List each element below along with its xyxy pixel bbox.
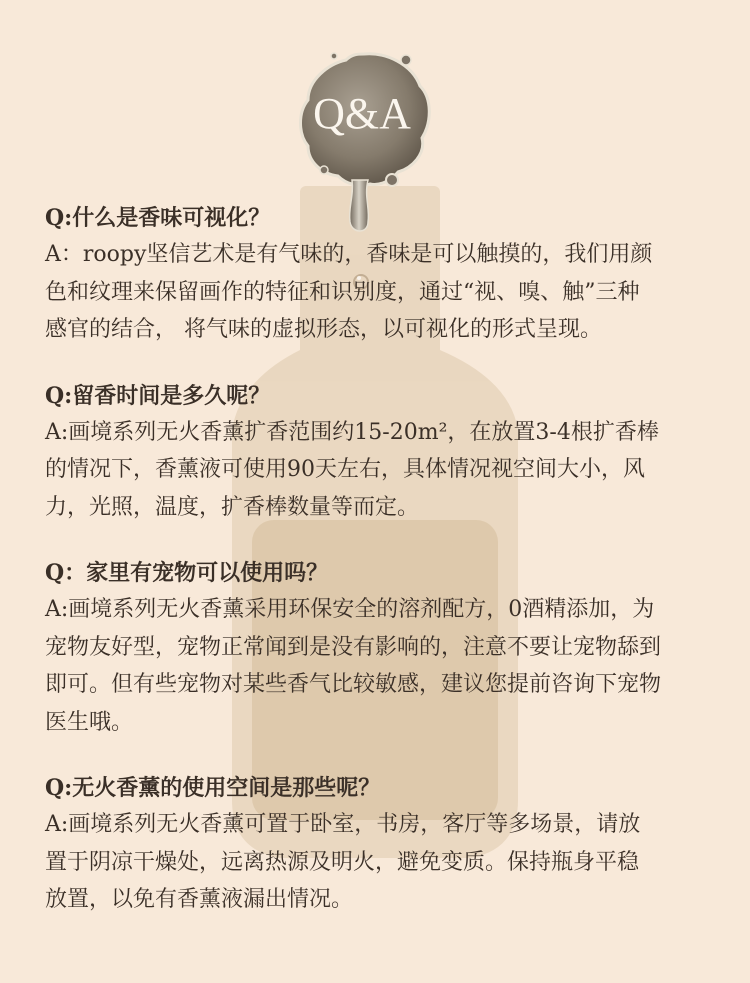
answer-line: A:画境系列无火香薰可置于卧室，书房，客厅等多场景，请放 bbox=[45, 812, 641, 837]
faq-answer bbox=[45, 591, 710, 741]
answer-line: 医生哦。 bbox=[45, 709, 134, 735]
answer-line: 置于阴凉干燥处，远离热源及明火，避免变质。保持瓶身平稳 bbox=[45, 849, 640, 875]
answer-line: 宠物友好型，宠物正常闻到是没有影响的，注意不要让宠物舔到 bbox=[45, 634, 662, 660]
faq-item bbox=[45, 555, 710, 741]
faq-question: Q:留香时间是多久呢？ bbox=[45, 382, 271, 409]
answer-line: A:画境系列无火香薰扩香范围约15-20m²，在放置3-4根扩香棒 bbox=[45, 419, 659, 445]
faq-question: Q:什么是香味可视化？ bbox=[45, 205, 271, 231]
answer-line: 感官的结合， 将气味的虚拟形态，以可视化的形式呈现。 bbox=[45, 317, 602, 342]
answer-line: A：roopy坚信艺术是有气味的，香味是可以触摸的，我们用颜 bbox=[45, 242, 653, 267]
answer-line: 的情况下，香薰液可使用90天左右，具体情况视空间大小，风 bbox=[45, 457, 645, 482]
answer-line: 放置，以免有香薰液漏出情况。 bbox=[45, 887, 354, 912]
answer-line: 色和纹理来保留画作的特征和识别度，通过“视、嗅、触”三种 bbox=[45, 279, 640, 305]
faq-answer bbox=[45, 414, 710, 527]
faq-item bbox=[45, 770, 710, 919]
answer-line: A:画境系列无火香薰采用环保安全的溶剂配方，0酒精添加，为 bbox=[45, 597, 655, 622]
faq-question: Q：家里有宠物可以使用吗？ bbox=[45, 560, 329, 586]
qa-badge-label: Q&A bbox=[313, 89, 411, 138]
faq-item bbox=[45, 200, 710, 349]
answer-line: 即可。但有些宠物对某些香气比较敏感，建议您提前咨询下宠物 bbox=[45, 672, 662, 697]
faq-list bbox=[45, 200, 710, 948]
faq-answer bbox=[45, 236, 710, 349]
answer-line: 力，光照，温度，扩香棒数量等而定。 bbox=[45, 494, 420, 520]
faq-item bbox=[45, 378, 710, 527]
faq-answer bbox=[45, 806, 710, 919]
faq-question: Q:无火香薰的使用空间是那些呢？ bbox=[45, 775, 381, 801]
